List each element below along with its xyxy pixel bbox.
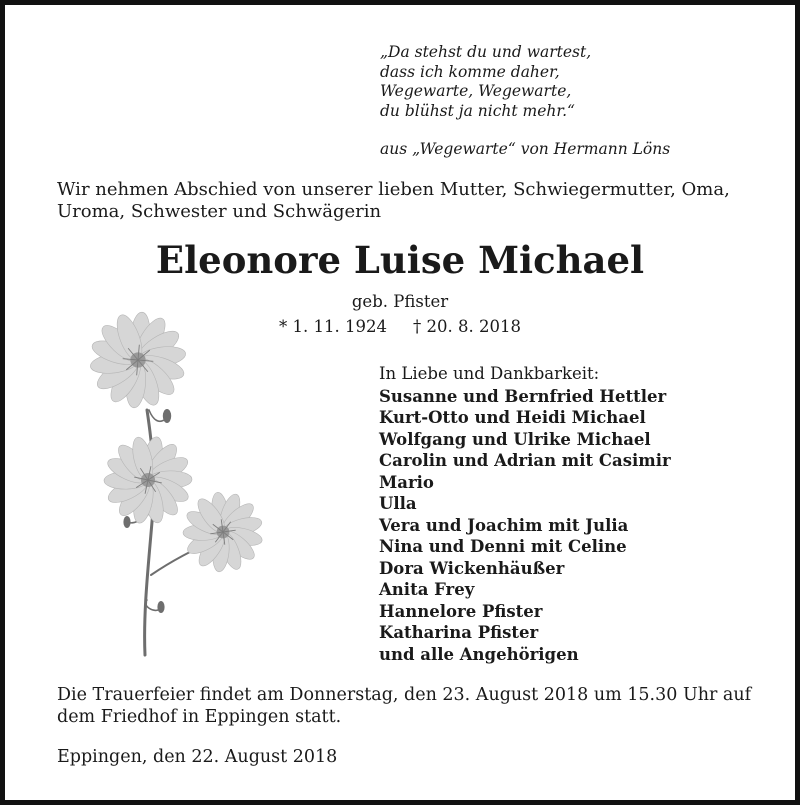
- mourners-list: [379, 363, 779, 665]
- mourner-name: Nina und Denni mit Celine: [379, 537, 627, 556]
- mourner-name: Anita Frey: [379, 580, 475, 599]
- intro-line: Wir nehmen Abschied von unserer lieben Mutter, Schwiegermutter, Oma,: [57, 179, 730, 200]
- mourner-name: Carolin und Adrian mit Casimir: [379, 451, 671, 470]
- mourner-name: Ulla: [379, 494, 417, 513]
- death-date: † 20. 8. 2018: [413, 317, 521, 336]
- mourners-heading: In Liebe und Dankbarkeit:: [379, 364, 600, 383]
- chicory-flower-illustration: [83, 310, 283, 660]
- poem-quote: [380, 43, 780, 160]
- mourner-name: Susanne und Bernfried Hettler: [379, 386, 667, 406]
- place-and-date: Eppingen, den 22. August 2018: [57, 747, 338, 767]
- mourner-name: Wolfgang und Ulrike Michael: [379, 429, 651, 449]
- funeral-info: [57, 684, 777, 728]
- mourner-name: Dora Wickenhäußer: [379, 558, 565, 578]
- flower-head: [104, 435, 192, 525]
- funeral-info-line: dem Friedhof in Eppingen statt.: [57, 707, 342, 727]
- poem-source: aus „Wegewarte“ von Hermann Löns: [380, 140, 671, 158]
- intro-line: Uroma, Schwester und Schwägerin: [57, 201, 382, 222]
- mourner-name: Mario: [379, 472, 434, 492]
- deceased-name: Eleonore Luise Michael: [155, 238, 645, 282]
- intro-text: [57, 179, 757, 223]
- mourner-name: Vera und Joachim mit Julia: [379, 515, 629, 535]
- flower-head: [89, 311, 187, 408]
- poem-line: „Da stehst du und wartest,: [380, 43, 592, 61]
- poem-line: Wegewarte, Wegewarte,: [380, 82, 572, 100]
- flower-head: [183, 491, 264, 572]
- mourner-name: und alle Angehörigen: [379, 644, 579, 664]
- poem-line: dass ich komme daher,: [380, 62, 560, 81]
- mourner-name: Kurt-Otto und Heidi Michael: [379, 408, 646, 427]
- mourner-name: Hannelore Pfister: [379, 601, 543, 621]
- mourner-name: Katharina Pfister: [379, 623, 539, 642]
- poem-line: du blühst ja nicht mehr.“: [380, 101, 575, 120]
- birth-date: * 1. 11. 1924: [279, 317, 387, 336]
- maiden-name: geb. Pfister: [351, 292, 449, 311]
- funeral-info-line: Die Trauerfeier findet am Donnerstag, den 23. August 2018 um 15.30 Uhr auf: [57, 685, 752, 705]
